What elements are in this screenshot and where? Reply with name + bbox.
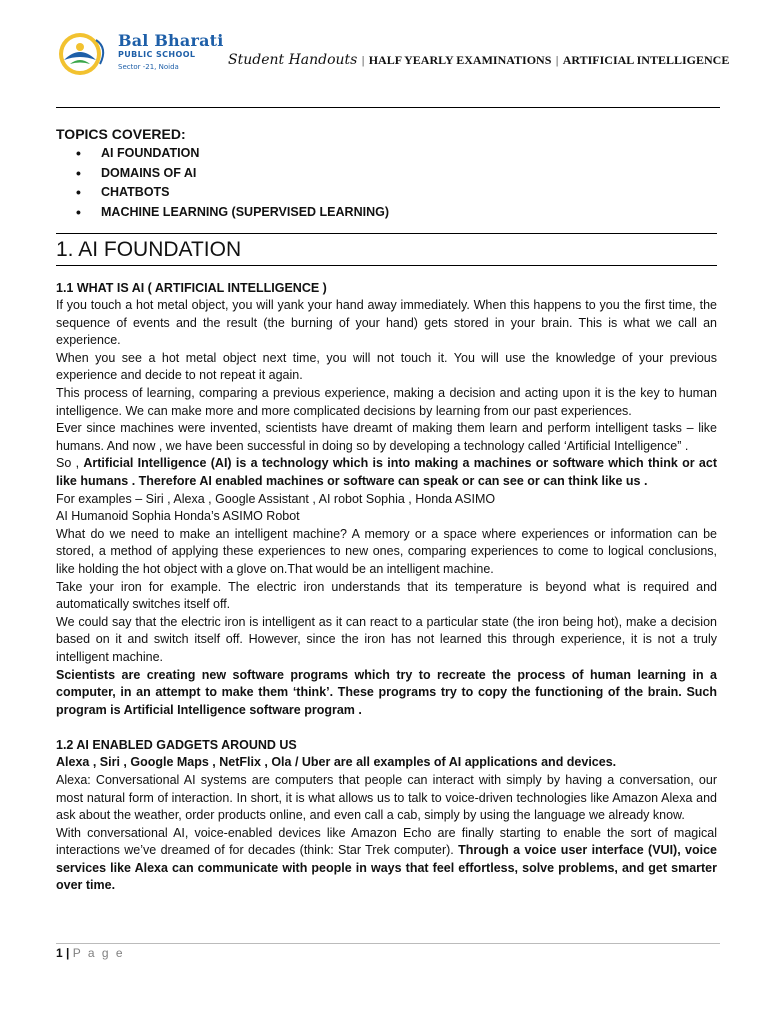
school-wordmark bbox=[118, 32, 224, 72]
page-label: P a g e bbox=[72, 946, 125, 960]
header-separator: | bbox=[361, 53, 365, 67]
paragraph: What do we need to make an intelligent machine? A memory or a space where experiences or information can be stored, a method of applying these experiences to new ones, comparing experiences to come to logical conclusions, like holding the hot object with a glove on.That would be an intelligent machine. bbox=[56, 526, 717, 576]
paragraph: Scientists are creating new software programs which try to recreate the process of human learning in a computer, in an attempt to make them ‘think’. These programs try to copy the functioning of the brain. Such program is Artificial Intelligence software program . bbox=[56, 667, 717, 717]
school-subtitle: PUBLIC SCHOOL bbox=[118, 50, 196, 59]
list-item: • CHATBOTS bbox=[56, 183, 717, 203]
definition-text: Artificial Intelligence (AI) is a technology which is into making a machines or software which think or act like humans . Therefore AI enabled machines or software can speak or can see or can think like us . bbox=[56, 456, 717, 488]
page-content bbox=[56, 124, 717, 895]
paragraph: When you see a hot metal object next time, you will not touch it. You will use the knowledge of your previous experience and decide to not repeat it again. bbox=[56, 350, 717, 383]
exam-title: HALF YEARLY EXAMINATIONS bbox=[368, 53, 552, 67]
page-header bbox=[56, 26, 730, 108]
school-location: Sector -21, Noida bbox=[118, 63, 179, 71]
footer-separator: | bbox=[66, 946, 70, 960]
paragraph: Ever since machines were invented, scientists have dreamt of making them learn and perform intelligent tasks – like humans. And now , we have been successful in doing so by developing a technology called ‘Artificial Intelligence” . bbox=[56, 421, 717, 453]
subsection-heading: 1.1 WHAT IS AI ( ARTIFICIAL INTELLIGENCE ) bbox=[56, 281, 327, 296]
spacer bbox=[56, 719, 717, 736]
school-name: Bal Bharati bbox=[118, 31, 224, 50]
header-separator: | bbox=[555, 53, 559, 67]
paragraph: If you touch a hot metal object, you will yank your hand away immediately. When this happens to you the first time, the sequence of events and the result (the burning of your hand) gets stored in your brain. This is what we call an experience. bbox=[56, 298, 717, 348]
subject-title: ARTIFICIAL INTELLIGENCE bbox=[562, 53, 730, 67]
paragraph: For examples – Siri , Alexa , Google Assistant , AI robot Sophia , Honda ASIMO bbox=[56, 491, 496, 506]
paragraph bbox=[56, 455, 717, 490]
list-item: • AI FOUNDATION bbox=[56, 144, 717, 164]
subsection-heading: 1.2 AI ENABLED GADGETS AROUND US bbox=[56, 738, 297, 753]
paragraph: We could say that the electric iron is intelligent as it can react to a particular state (the iron being hot), make a decision based on it and switch itself off. However, since the iron has not learned this through experience, it is not a truly intelligent machine. bbox=[56, 614, 717, 664]
page-footer bbox=[56, 946, 125, 960]
paragraph: Take your iron for example. The electric iron understands that its temperature is beyond what is required and automatically switches itself off. bbox=[56, 579, 717, 612]
paragraph-text: With conversational AI, voice-enabled devices like Amazon Echo are finally starting to enable the sort of magical interactions we’ve dreamed of for decades (think: Star Trek computer). bbox=[56, 825, 717, 858]
topics-title: TOPICS COVERED: bbox=[56, 126, 186, 142]
paragraph: Alexa , Siri , Google Maps , NetFlix , Ola / Uber are all examples of AI applications and devices. bbox=[56, 755, 617, 770]
paragraph bbox=[56, 825, 717, 895]
paragraph-prefix: So , bbox=[56, 456, 84, 471]
school-logo-icon bbox=[56, 30, 114, 78]
paragraph: Alexa: Conversational AI systems are computers that people can interact with simply by having a conversation, our most natural form of interaction. In short, it is what allows us to talk to voice-driven technologies like Amazon Alexa and ask about the weather, order products online, and even call a cab, simply by using the language we already know. bbox=[56, 772, 717, 823]
paragraph: AI Humanoid Sophia Honda’s ASIMO Robot bbox=[56, 509, 300, 524]
header-title-line bbox=[228, 51, 729, 69]
paragraph-bold-text: Through a voice user interface (VUI), voice services like Alexa can communicate with people in ways that feel effortless, solve problems, and get smarter over time. bbox=[56, 843, 717, 893]
list-item: • DOMAINS OF AI bbox=[56, 164, 717, 184]
header-divider bbox=[56, 107, 720, 108]
handout-label: Student Handouts bbox=[228, 52, 358, 68]
page-number: 1 bbox=[56, 946, 63, 960]
list-item: • MACHINE LEARNING (SUPERVISED LEARNING) bbox=[56, 203, 717, 223]
section-heading: 1. AI FOUNDATION bbox=[56, 233, 717, 266]
topics-list bbox=[56, 144, 717, 222]
footer-divider bbox=[56, 943, 720, 944]
paragraph: This process of learning, comparing a previous experience, making a decision and acting upon it is the key to human intelligence. We can make more and more complicated decisions by learning from our past experiences. bbox=[56, 386, 717, 418]
